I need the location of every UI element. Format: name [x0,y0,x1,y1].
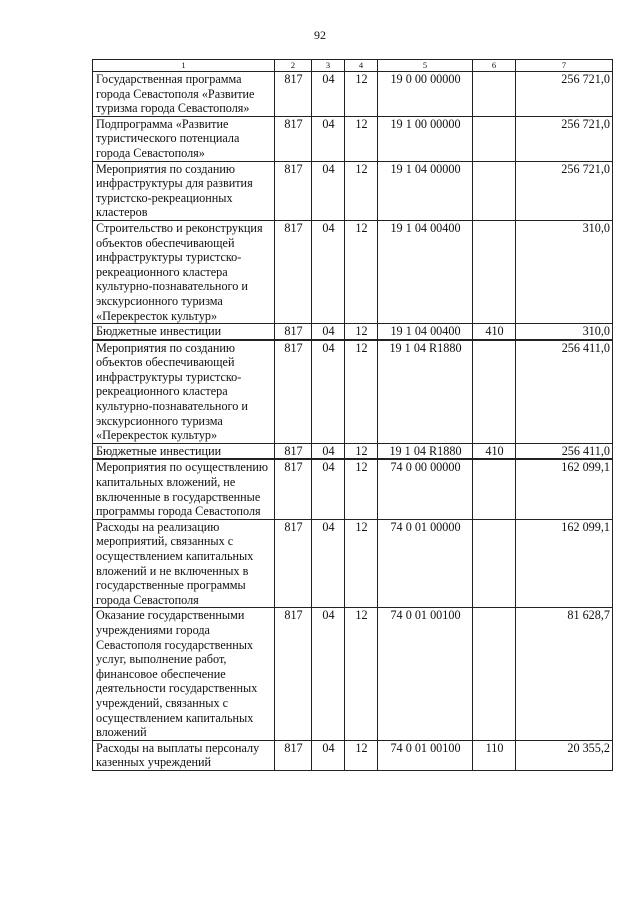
header-col-2: 2 [275,60,312,72]
row-code-expense-type [473,340,516,444]
row-code-subsection: 12 [345,608,378,740]
row-code-ministry: 817 [275,443,312,459]
row-name: Мероприятия по осуществлению капитальных вложений, не включенные в государственные программы города Севастополя [93,459,275,519]
row-name: Оказание государственными учреждениями города Севастополя государственных услуг, выполнение работ, финансовое обеспечение деятельности государственных учреждений, связанных с осуществлением капитальных вложений [93,608,275,740]
header-col-7: 7 [516,60,613,72]
row-code-target: 19 0 00 00000 [378,72,473,117]
row-code-subsection: 12 [345,443,378,459]
row-amount: 81 628,7 [516,608,613,740]
row-code-expense-type [473,161,516,220]
row-amount: 256 721,0 [516,116,613,161]
row-name: Бюджетные инвестиции [93,443,275,459]
table-row [93,220,613,323]
row-code-target: 74 0 00 00000 [378,459,473,519]
row-code-ministry: 817 [275,324,312,340]
row-code-target: 19 1 04 00000 [378,161,473,220]
row-name: Мероприятия по созданию объектов обеспечивающей инфраструктуры туристско-рекреационного кластера культурно-познавательного и экскурсионного туризма «Перекресток культур» [93,340,275,444]
row-code-target: 74 0 01 00100 [378,740,473,770]
row-code-section: 04 [312,459,345,519]
header-col-4: 4 [345,60,378,72]
row-code-ministry: 817 [275,220,312,323]
row-name: Подпрограмма «Развитие туристического потенциала города Севастополя» [93,116,275,161]
row-code-target: 74 0 01 00100 [378,608,473,740]
row-amount: 256 721,0 [516,161,613,220]
row-code-subsection: 12 [345,324,378,340]
row-name: Мероприятия по созданию инфраструктуры для развития туристско-рекреационных кластеров [93,161,275,220]
row-name: Расходы на выплаты персоналу казенных учреждений [93,740,275,770]
table-row [93,340,613,444]
row-code-expense-type [473,116,516,161]
table-row [93,116,613,161]
table-row [93,72,613,117]
row-code-ministry: 817 [275,116,312,161]
row-code-section: 04 [312,740,345,770]
table-row [93,519,613,608]
row-code-section: 04 [312,72,345,117]
row-code-target: 19 1 04 R1880 [378,443,473,459]
row-amount: 310,0 [516,324,613,340]
row-code-target: 19 1 04 00400 [378,220,473,323]
row-code-subsection: 12 [345,116,378,161]
table-row [93,608,613,740]
header-col-1: 1 [93,60,275,72]
row-code-subsection: 12 [345,519,378,608]
row-code-section: 04 [312,340,345,444]
row-code-ministry: 817 [275,519,312,608]
page-number: 92 [314,28,326,42]
header-row [93,60,613,72]
row-code-section: 04 [312,608,345,740]
table-row [93,161,613,220]
row-name: Строительство и реконструкция объектов обеспечивающей инфраструктуры туристско-рекреационного кластера культурно-познавательного и экскурсионного туризма «Перекресток культур» [93,220,275,323]
row-code-section: 04 [312,161,345,220]
row-code-ministry: 817 [275,740,312,770]
row-code-section: 04 [312,324,345,340]
row-code-expense-type [473,220,516,323]
row-code-expense-type: 410 [473,324,516,340]
row-code-expense-type [473,459,516,519]
row-code-section: 04 [312,519,345,608]
row-code-subsection: 12 [345,340,378,444]
budget-table [92,59,613,771]
row-code-subsection: 12 [345,459,378,519]
row-name: Бюджетные инвестиции [93,324,275,340]
row-code-ministry: 817 [275,340,312,444]
row-code-target: 19 1 04 R1880 [378,340,473,444]
row-code-ministry: 817 [275,161,312,220]
row-code-subsection: 12 [345,161,378,220]
row-amount: 162 099,1 [516,459,613,519]
row-code-ministry: 817 [275,72,312,117]
row-code-expense-type: 410 [473,443,516,459]
row-code-ministry: 817 [275,459,312,519]
row-amount: 256 411,0 [516,443,613,459]
row-code-expense-type [473,72,516,117]
header-col-5: 5 [378,60,473,72]
row-amount: 310,0 [516,220,613,323]
row-code-section: 04 [312,443,345,459]
table-row [93,443,613,459]
row-code-ministry: 817 [275,608,312,740]
header-col-3: 3 [312,60,345,72]
row-name: Расходы на реализацию мероприятий, связанных с осуществлением капитальных вложений и не включенных в государственные программы города Севастополя [93,519,275,608]
row-code-target: 74 0 01 00000 [378,519,473,608]
row-code-subsection: 12 [345,220,378,323]
row-code-section: 04 [312,116,345,161]
row-code-subsection: 12 [345,740,378,770]
row-code-expense-type [473,519,516,608]
header-col-6: 6 [473,60,516,72]
row-code-subsection: 12 [345,72,378,117]
row-code-target: 19 1 04 00400 [378,324,473,340]
row-code-expense-type: 110 [473,740,516,770]
row-code-expense-type [473,608,516,740]
row-code-section: 04 [312,220,345,323]
row-amount: 20 355,2 [516,740,613,770]
row-amount: 162 099,1 [516,519,613,608]
table-row [93,324,613,340]
row-amount: 256 411,0 [516,340,613,444]
row-amount: 256 721,0 [516,72,613,117]
row-name: Государственная программа города Севастополя «Развитие туризма города Севастополя» [93,72,275,117]
row-code-target: 19 1 00 00000 [378,116,473,161]
table-row [93,459,613,519]
table-row [93,740,613,770]
